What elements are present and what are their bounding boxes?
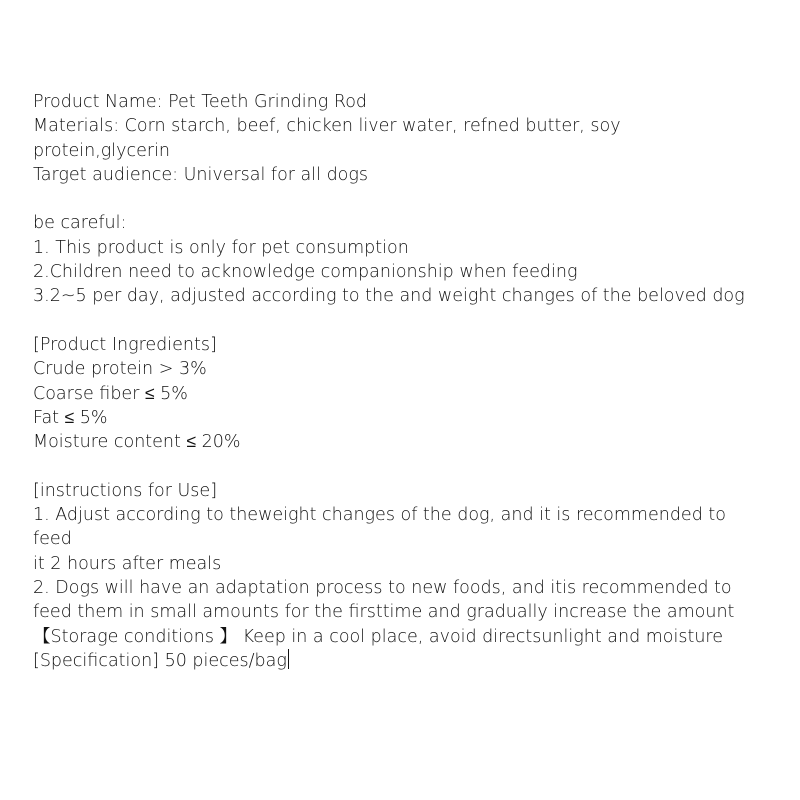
product-description-document bbox=[33, 90, 793, 673]
target-audience: Target audience: Universal for all dogs bbox=[33, 164, 369, 185]
careful-item-2: 2.Children need to acknowledge companionship when feeding bbox=[33, 262, 578, 283]
instructions-heading: [instructions for Use] bbox=[33, 480, 218, 501]
instruction-1-line-2: feed bbox=[33, 529, 72, 550]
materials-line-2: protein,glycerin bbox=[33, 140, 171, 161]
spacer bbox=[33, 454, 793, 478]
ingredients-heading: [Product Ingredients] bbox=[33, 334, 217, 355]
storage-conditions: 【Storage conditions 】 Keep in a cool place, avoid directsunlight and moisture bbox=[33, 626, 724, 647]
spacer bbox=[33, 309, 793, 333]
specification-line[interactable] bbox=[33, 649, 793, 673]
ingredient-moisture: Moisture content ≤ 20% bbox=[33, 432, 241, 453]
spacer bbox=[33, 187, 793, 211]
instruction-1-line-3: it 2 hours after meals bbox=[33, 553, 222, 574]
instruction-2-line-2: feed them in small amounts for the firsttime and gradually increase the amount bbox=[33, 602, 735, 623]
ingredient-fat: Fat ≤ 5% bbox=[33, 407, 108, 428]
careful-item-3: 3.2~5 per day, adjusted according to the and weight changes of the beloved dog bbox=[33, 286, 745, 307]
ingredient-protein: Crude protein > 3% bbox=[33, 359, 207, 380]
instruction-2-line-1: 2. Dogs will have an adaptation process to new foods, and itis recommended to bbox=[33, 577, 732, 598]
instruction-1-line-1: 1. Adjust according to theweight changes of the dog, and it is recommended to bbox=[33, 505, 726, 526]
ingredient-fiber: Coarse fiber ≤ 5% bbox=[33, 383, 188, 404]
specification-text: [Specification] 50 pieces/bag bbox=[33, 650, 287, 671]
product-name: Product Name: Pet Teeth Grinding Rod bbox=[33, 92, 368, 112]
text-cursor bbox=[288, 649, 289, 669]
careful-heading: be careful: bbox=[33, 213, 127, 234]
materials-line-1: Materials: Corn starch, beef, chicken liver water, refned butter, soy bbox=[33, 116, 621, 137]
careful-item-1: 1. This product is only for pet consumption bbox=[33, 237, 409, 258]
